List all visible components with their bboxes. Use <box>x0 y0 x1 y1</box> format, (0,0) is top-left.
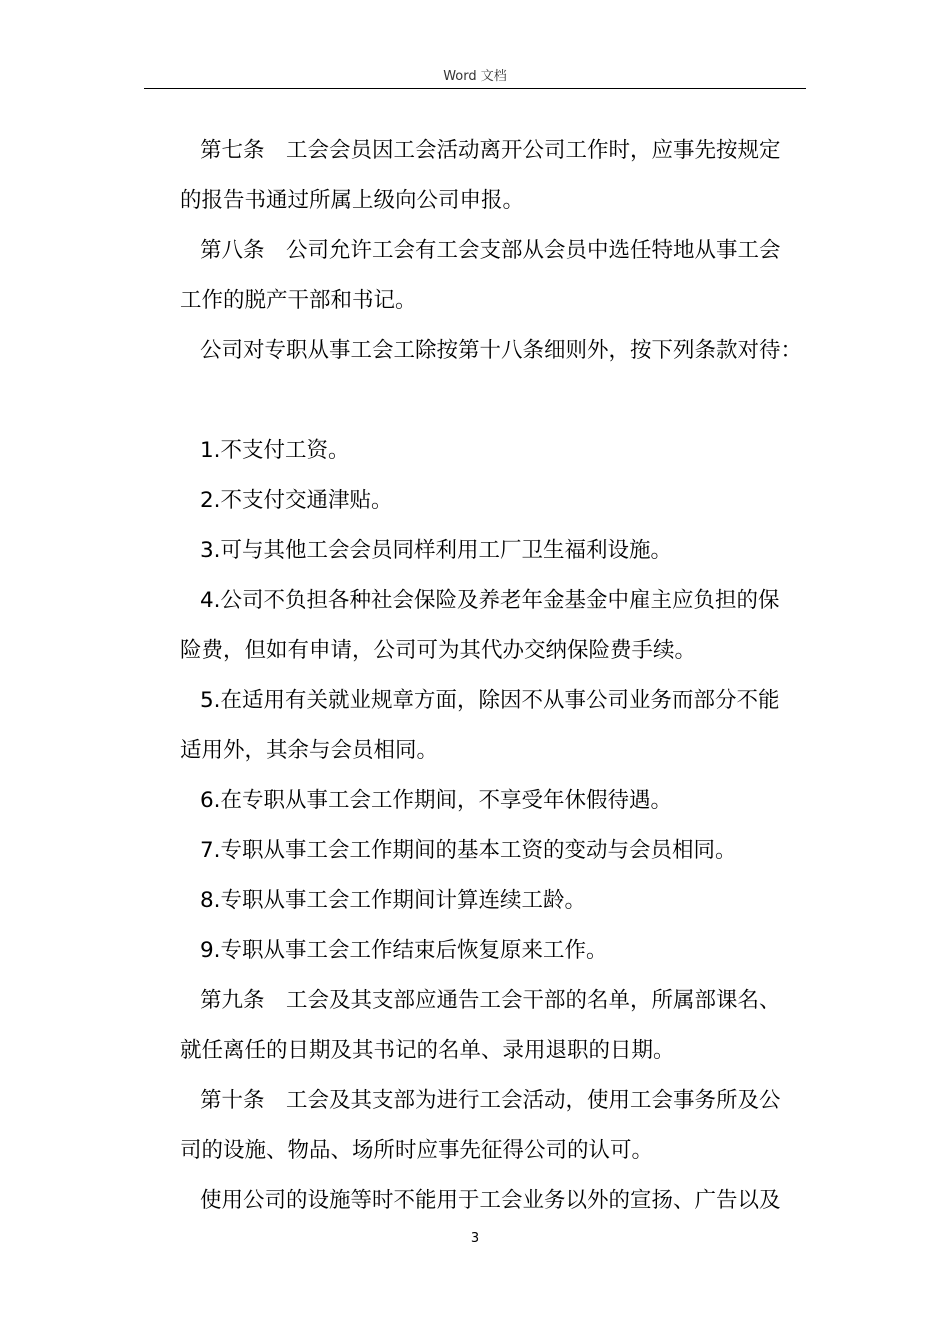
article-10-line-2: 司的设施、物品、场所时应事先征得公司的认可。 <box>180 1138 654 1163</box>
list-item-1: 1.不支付工资。 <box>200 438 350 463</box>
article-8-intro-line: 公司对专职从事工会工除按第十八条细则外，按下列条款对待： <box>200 338 803 363</box>
article-10-continued-line: 使用公司的设施等时不能用于工会业务以外的宣扬、广告以及 <box>200 1188 781 1213</box>
article-7-line-1: 第七条 工会会员因工会活动离开公司工作时，应事先按规定 <box>200 138 781 163</box>
list-item-3: 3.可与其他工会会员同样利用工厂卫生福利设施。 <box>200 538 673 563</box>
document-body <box>180 126 810 1226</box>
header-divider <box>144 88 806 89</box>
paragraph-spacer <box>180 376 810 426</box>
article-9-line-2: 就任离任的日期及其书记的名单、录用退职的日期。 <box>180 1038 675 1063</box>
list-item-4-line-1: 4.公司不负担各种社会保险及养老年金基金中雇主应负担的保 <box>200 588 780 613</box>
list-item-8: 8.专职从事工会工作期间计算连续工龄。 <box>200 888 587 913</box>
page-number: 3 <box>470 1231 480 1246</box>
article-7-line-2: 的报告书通过所属上级向公司申报。 <box>180 188 525 213</box>
list-item-5-line-1: 5.在适用有关就业规章方面，除因不从事公司业务而部分不能 <box>200 688 780 713</box>
list-item-7: 7.专职从事工会工作期间的基本工资的变动与会员相同。 <box>200 838 737 863</box>
article-8-line-2: 工作的脱产干部和书记。 <box>180 288 417 313</box>
article-10-line-1: 第十条 工会及其支部为进行工会活动，使用工会事务所及公 <box>200 1088 781 1113</box>
list-item-9: 9.专职从事工会工作结束后恢复原来工作。 <box>200 938 608 963</box>
page-header-title: Word 文档 <box>443 69 507 84</box>
list-item-4-line-2: 险费，但如有申请，公司可为其代办交纳保险费手续。 <box>180 638 697 663</box>
list-item-5-line-2: 适用外，其余与会员相同。 <box>180 738 439 763</box>
list-item-2: 2.不支付交通津贴。 <box>200 488 393 513</box>
list-item-6: 6.在专职从事工会工作期间，不享受年休假待遇。 <box>200 788 673 813</box>
article-9-line-1: 第九条 工会及其支部应通告工会干部的名单，所属部课名、 <box>200 988 781 1013</box>
article-8-line-1: 第八条 公司允许工会有工会支部从会员中选任特地从事工会 <box>200 238 781 263</box>
